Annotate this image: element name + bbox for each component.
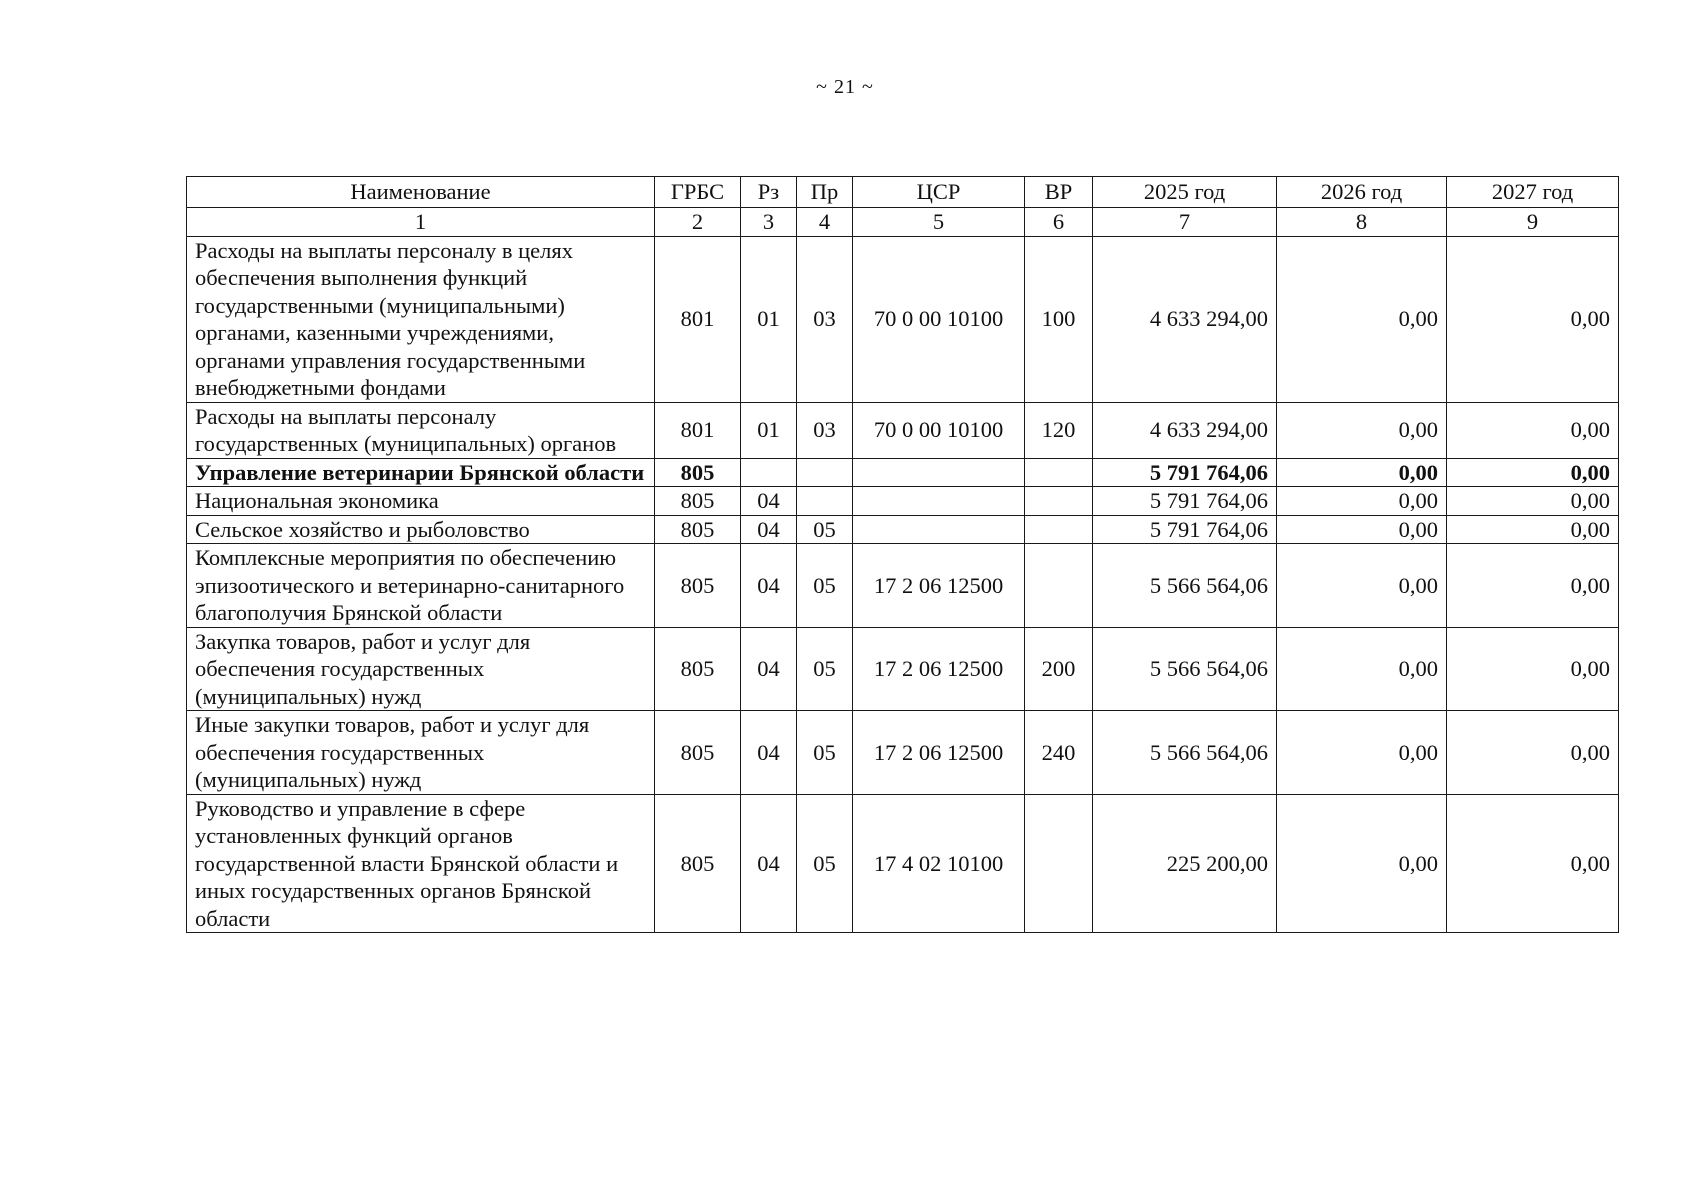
cell-2025: 5 791 764,06 xyxy=(1093,458,1277,487)
cell-vr xyxy=(1025,458,1093,487)
cell-name: Национальная экономика xyxy=(187,487,655,516)
page-number: ~ 21 ~ xyxy=(816,76,874,98)
table-row xyxy=(187,794,1619,933)
cell-rz: 04 xyxy=(741,487,797,516)
cell-pr xyxy=(797,458,853,487)
cell-csr: 17 2 06 12500 xyxy=(853,544,1025,628)
cell-name: Комплексные мероприятия по обеспечению эпизоотического и ветеринарно-санитарного благополучия Брянской области xyxy=(187,544,655,628)
cell-2026: 0,00 xyxy=(1277,544,1447,628)
cell-name: Расходы на выплаты персоналу в целях обеспечения выполнения функций государственными (муниципальными) органами, казенными учреждениями, органами управления государственными внебюджетными фондами xyxy=(187,236,655,402)
cell-2027: 0,00 xyxy=(1447,794,1619,933)
cell-grbs: 805 xyxy=(655,487,741,516)
cell-pr: 05 xyxy=(797,794,853,933)
cell-csr: 70 0 00 10100 xyxy=(853,236,1025,402)
cell-vr xyxy=(1025,794,1093,933)
header-csr: ЦСР xyxy=(853,177,1025,208)
table-row xyxy=(187,711,1619,795)
cell-csr: 17 2 06 12500 xyxy=(853,711,1025,795)
cell-csr xyxy=(853,458,1025,487)
cell-vr: 200 xyxy=(1025,627,1093,711)
cell-2026: 0,00 xyxy=(1277,487,1447,516)
cell-2025: 225 200,00 xyxy=(1093,794,1277,933)
cell-pr: 03 xyxy=(797,236,853,402)
budget-table xyxy=(186,176,1619,933)
cell-rz: 04 xyxy=(741,711,797,795)
cell-grbs: 801 xyxy=(655,402,741,458)
cell-vr xyxy=(1025,487,1093,516)
cell-rz: 04 xyxy=(741,544,797,628)
header-2026: 2026 год xyxy=(1277,177,1447,208)
cell-2027: 0,00 xyxy=(1447,236,1619,402)
cell-grbs: 805 xyxy=(655,515,741,544)
header-2027: 2027 год xyxy=(1447,177,1619,208)
cell-2026: 0,00 xyxy=(1277,794,1447,933)
cell-2025: 5 566 564,06 xyxy=(1093,544,1277,628)
cell-name: Иные закупки товаров, работ и услуг для обеспечения государственных (муниципальных) нужд xyxy=(187,711,655,795)
table-row xyxy=(187,402,1619,458)
cell-rz: 01 xyxy=(741,402,797,458)
cell-vr: 120 xyxy=(1025,402,1093,458)
cell-name: Расходы на выплаты персоналу государственных (муниципальных) органов xyxy=(187,402,655,458)
table-row xyxy=(187,487,1619,516)
cell-pr: 05 xyxy=(797,544,853,628)
column-number: 7 xyxy=(1093,208,1277,237)
cell-name: Управление ветеринарии Брянской области xyxy=(187,458,655,487)
cell-2025: 5 566 564,06 xyxy=(1093,711,1277,795)
column-number: 2 xyxy=(655,208,741,237)
column-number: 5 xyxy=(853,208,1025,237)
cell-2026: 0,00 xyxy=(1277,236,1447,402)
cell-vr: 240 xyxy=(1025,711,1093,795)
cell-pr: 05 xyxy=(797,515,853,544)
cell-2026: 0,00 xyxy=(1277,458,1447,487)
cell-vr xyxy=(1025,544,1093,628)
cell-2027: 0,00 xyxy=(1447,515,1619,544)
cell-2027: 0,00 xyxy=(1447,458,1619,487)
cell-grbs: 801 xyxy=(655,236,741,402)
cell-2027: 0,00 xyxy=(1447,487,1619,516)
cell-csr xyxy=(853,487,1025,516)
cell-vr xyxy=(1025,515,1093,544)
cell-rz: 04 xyxy=(741,627,797,711)
cell-pr xyxy=(797,487,853,516)
cell-2027: 0,00 xyxy=(1447,544,1619,628)
cell-csr: 70 0 00 10100 xyxy=(853,402,1025,458)
column-number: 9 xyxy=(1447,208,1619,237)
cell-2025: 5 566 564,06 xyxy=(1093,627,1277,711)
cell-2025: 4 633 294,00 xyxy=(1093,236,1277,402)
header-name: Наименование xyxy=(187,177,655,208)
cell-name: Сельское хозяйство и рыболовство xyxy=(187,515,655,544)
header-row xyxy=(187,177,1619,208)
column-number: 1 xyxy=(187,208,655,237)
cell-grbs: 805 xyxy=(655,458,741,487)
cell-2027: 0,00 xyxy=(1447,402,1619,458)
cell-2026: 0,00 xyxy=(1277,402,1447,458)
cell-pr: 05 xyxy=(797,711,853,795)
table-row xyxy=(187,458,1619,487)
cell-rz xyxy=(741,458,797,487)
header-pr: Пр xyxy=(797,177,853,208)
cell-pr: 05 xyxy=(797,627,853,711)
cell-pr: 03 xyxy=(797,402,853,458)
cell-2025: 4 633 294,00 xyxy=(1093,402,1277,458)
cell-rz: 04 xyxy=(741,794,797,933)
header-grbs: ГРБС xyxy=(655,177,741,208)
column-number: 6 xyxy=(1025,208,1093,237)
column-number: 3 xyxy=(741,208,797,237)
cell-csr: 17 2 06 12500 xyxy=(853,627,1025,711)
cell-grbs: 805 xyxy=(655,627,741,711)
cell-rz: 04 xyxy=(741,515,797,544)
table-row xyxy=(187,627,1619,711)
cell-2025: 5 791 764,06 xyxy=(1093,515,1277,544)
header-rz: Рз xyxy=(741,177,797,208)
header-vr: ВР xyxy=(1025,177,1093,208)
cell-name: Закупка товаров, работ и услуг для обеспечения государственных (муниципальных) нужд xyxy=(187,627,655,711)
cell-csr: 17 4 02 10100 xyxy=(853,794,1025,933)
cell-grbs: 805 xyxy=(655,544,741,628)
table-row xyxy=(187,544,1619,628)
column-number-row xyxy=(187,208,1619,237)
cell-grbs: 805 xyxy=(655,711,741,795)
cell-2026: 0,00 xyxy=(1277,515,1447,544)
column-number: 8 xyxy=(1277,208,1447,237)
cell-2026: 0,00 xyxy=(1277,711,1447,795)
cell-vr: 100 xyxy=(1025,236,1093,402)
cell-rz: 01 xyxy=(741,236,797,402)
cell-name: Руководство и управление в сфере установленных функций органов государственной власти Брянской области и иных государственных органов Брянской области xyxy=(187,794,655,933)
cell-2027: 0,00 xyxy=(1447,627,1619,711)
header-2025: 2025 год xyxy=(1093,177,1277,208)
cell-csr xyxy=(853,515,1025,544)
cell-2026: 0,00 xyxy=(1277,627,1447,711)
cell-grbs: 805 xyxy=(655,794,741,933)
column-number: 4 xyxy=(797,208,853,237)
table-row xyxy=(187,515,1619,544)
table-row xyxy=(187,236,1619,402)
cell-2025: 5 791 764,06 xyxy=(1093,487,1277,516)
cell-2027: 0,00 xyxy=(1447,711,1619,795)
